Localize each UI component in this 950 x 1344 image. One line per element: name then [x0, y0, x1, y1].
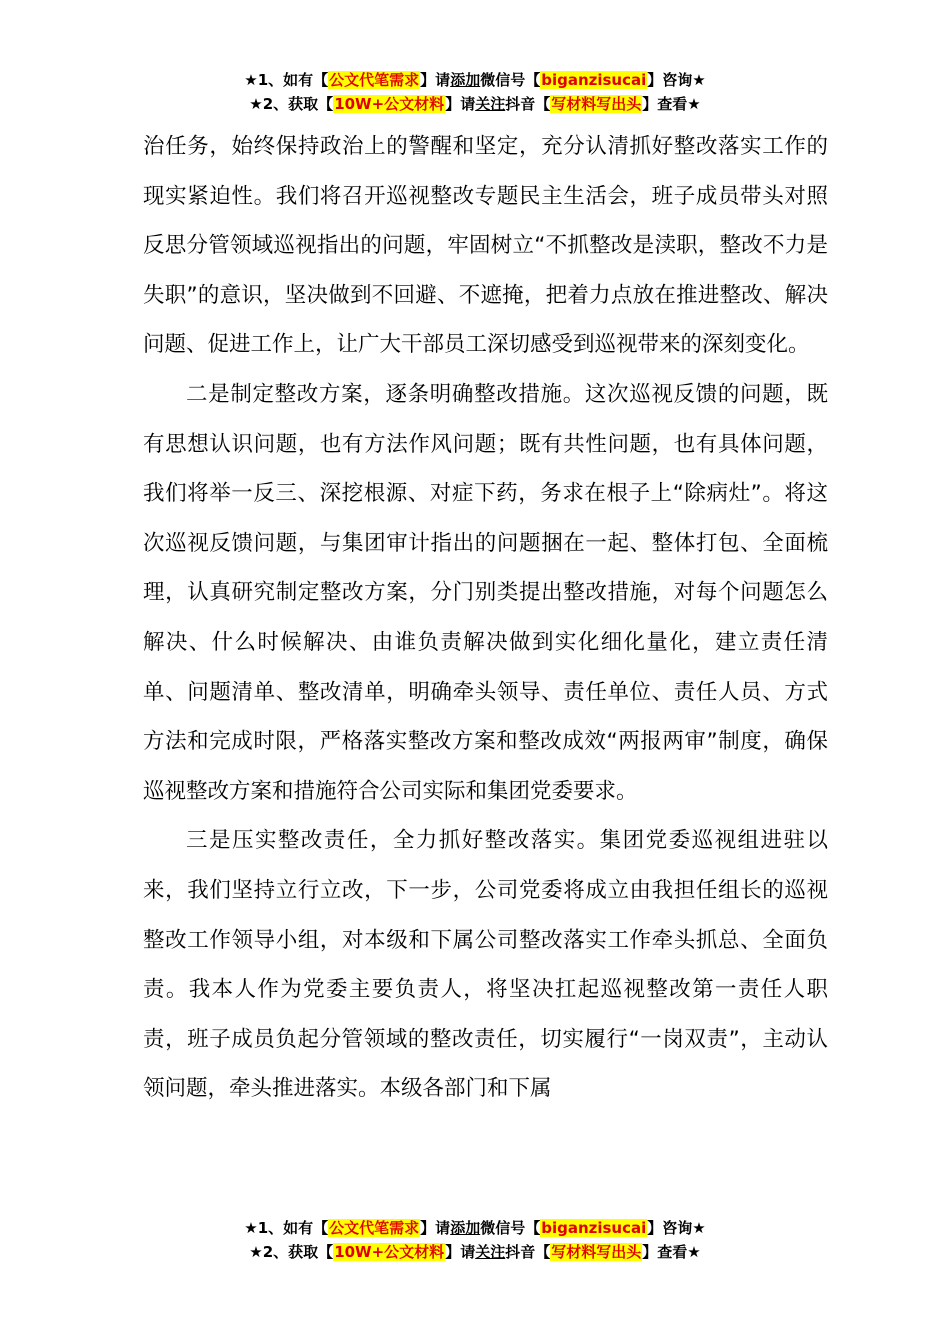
- banner-highlight: 写材料写出头: [551, 1243, 642, 1261]
- body-paragraph: 治任务，始终保持政治上的警醒和坚定，充分认清抓好整改落实工作的现实紧迫性。我们将召开巡视整改专题民主生活会，班子成员带头对照反思分管领域巡视指出的问题，牢固树立“不抓整改是渎职，整改不力是失职”的意识，坚决做到不回避、不遮掩，把着力点放在推进整改、解决问题、促进工作上，让广大干部员工深切感受到巡视带来的深刻变化。: [143, 134, 828, 358]
- banner-underline: 添加: [450, 71, 481, 89]
- banner-text: 】请: [420, 1219, 451, 1237]
- banner-highlight: 写材料写出头: [551, 95, 642, 113]
- banner-text: ★1、如有【: [244, 1219, 329, 1237]
- banner-text: 】咨询★: [647, 1219, 706, 1237]
- banner-highlight: biganzisucai: [541, 1219, 647, 1237]
- banner-line-1: [0, 1216, 950, 1240]
- banner-line-2: [0, 92, 950, 116]
- banner-highlight: 10W+公文材料: [334, 95, 445, 113]
- banner-highlight: biganzisucai: [541, 71, 647, 89]
- banner-text: 抖音【: [505, 95, 551, 113]
- banner-text: 】咨询★: [647, 71, 706, 89]
- header-banner: [0, 68, 950, 116]
- banner-text: 】请: [445, 1243, 476, 1261]
- body-paragraph: 三是压实整改责任，全力抓好整改落实。集团党委巡视组进驻以来，我们坚持立行立改，下一步，公司党委将成立由我担任组长的巡视整改工作领导小组，对本级和下属公司整改落实工作牵头抓总、全面负责。我本人作为党委主要负责人，将坚决扛起巡视整改第一责任人职责，班子成员负起分管领域的整改责任，切实履行“一岗双责”，主动认领问题，牵头推进落实。本级各部门和下属: [143, 828, 828, 1102]
- banner-text: 】查看★: [642, 95, 701, 113]
- banner-highlight: 公文代笔需求: [329, 1219, 420, 1237]
- banner-line-2: [0, 1240, 950, 1264]
- banner-text: ★2、获取【: [249, 95, 334, 113]
- banner-highlight: 公文代笔需求: [329, 71, 420, 89]
- footer-banner: [0, 1216, 950, 1264]
- banner-text: 抖音【: [505, 1243, 551, 1261]
- banner-text: 】查看★: [642, 1243, 701, 1261]
- banner-underline: 关注: [475, 95, 506, 113]
- banner-text: ★2、获取【: [249, 1243, 334, 1261]
- banner-text: 】请: [445, 95, 476, 113]
- banner-underline: 关注: [475, 1243, 506, 1261]
- body-paragraph: 二是制定整改方案，逐条明确整改措施。这次巡视反馈的问题，既有思想认识问题，也有方法作风问题；既有共性问题，也有具体问题，我们将举一反三、深挖根源、对症下药，务求在根子上“除病灶”。将这次巡视反馈问题，与集团审计指出的问题捆在一起、整体打包、全面梳理，认真研究制定整改方案，分门别类提出整改措施，对每个问题怎么解决、什么时候解决、由谁负责解决做到实化细化量化，建立责任清单、问题清单、整改清单，明确牵头领导、责任单位、责任人员、方式方法和完成时限，严格落实整改方案和整改成效“两报两审”制度，确保巡视整改方案和措施符合公司实际和集团党委要求。: [143, 381, 828, 804]
- document-body: [143, 122, 828, 1114]
- banner-text: ★1、如有【: [244, 71, 329, 89]
- banner-text: 】请: [420, 71, 451, 89]
- banner-highlight: 10W+公文材料: [334, 1243, 445, 1261]
- banner-line-1: [0, 68, 950, 92]
- banner-text: 微信号【: [480, 1219, 541, 1237]
- banner-underline: 添加: [450, 1219, 481, 1237]
- banner-text: 微信号【: [480, 71, 541, 89]
